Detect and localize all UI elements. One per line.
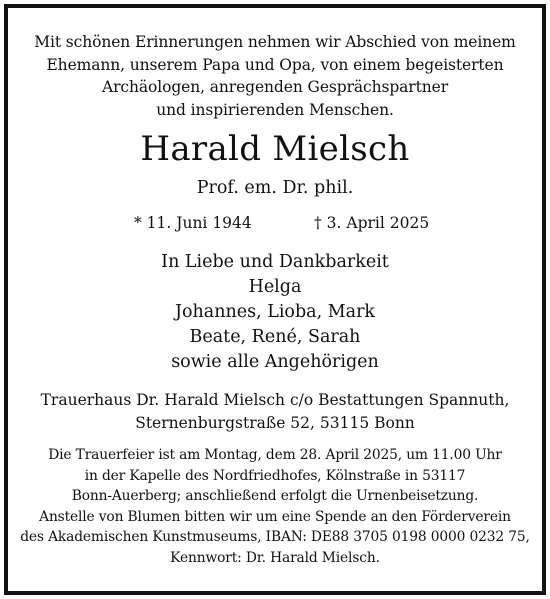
- details-line: des Akademischen Kunstmuseums, IBAN: DE88 3705 0198 0000 0232 75,: [20, 529, 530, 545]
- mourners-list: [8, 250, 542, 375]
- mourners-line: sowie alle Angehörigen: [171, 352, 379, 372]
- intro-line: und inspirierenden Menschen.: [156, 100, 394, 119]
- intro-line: Ehemann, unserem Papa und Opa, von einem begeisterten: [46, 55, 504, 74]
- details-line: Die Trauerfeier ist am Montag, dem 28. April 2025, um 11.00 Uhr: [48, 447, 502, 463]
- mourners-line: Helga: [248, 277, 302, 297]
- details-line: in der Kapelle des Nordfriedhofes, Kölnstraße in 53117: [84, 467, 466, 484]
- birth-date: * 11. Juni 1944: [134, 214, 252, 232]
- mourners-line: In Liebe und Dankbarkeit: [161, 252, 389, 272]
- intro-line: Archäologen, anregenden Gesprächspartner: [101, 78, 448, 96]
- deceased-name: Harald Mielsch: [140, 129, 410, 169]
- academic-title: Prof. em. Dr. phil.: [196, 178, 354, 198]
- mourning-address: [8, 389, 542, 435]
- address-line: Trauerhaus Dr. Harald Mielsch c/o Bestattungen Spannuth,: [40, 391, 510, 409]
- address-line: Sternenburgstraße 52, 53115 Bonn: [135, 414, 415, 432]
- intro-line: Mit schönen Erinnerungen nehmen wir Abschied von meinem: [34, 33, 516, 51]
- details-line: Bonn-Auerberg; anschließend erfolgt die Urnenbeisetzung.: [71, 488, 479, 504]
- intro-text: [8, 31, 542, 121]
- mourners-line: Johannes, Lioba, Mark: [174, 302, 376, 322]
- obituary-notice: [4, 4, 546, 595]
- funeral-details: [8, 445, 542, 568]
- death-date: † 3. April 2025: [314, 214, 430, 232]
- mourners-line: Beate, René, Sarah: [189, 327, 361, 347]
- details-line: Kennwort: Dr. Harald Mielsch.: [170, 549, 380, 566]
- details-line: Anstelle von Blumen bitten wir um eine Spende an den Förderverein: [39, 508, 511, 525]
